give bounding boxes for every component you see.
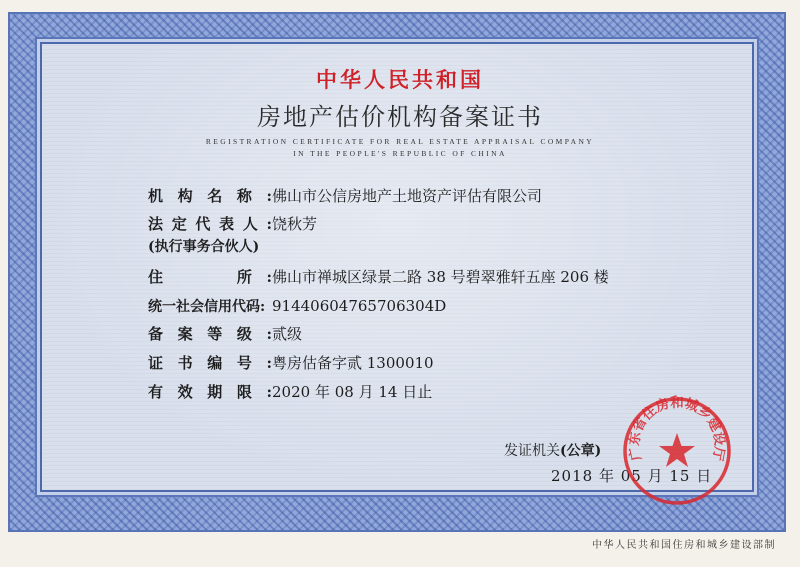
seal-text: 广东省住房和城乡建设厅 <box>626 395 728 462</box>
seal-star-icon <box>659 433 695 467</box>
english-title-line1: REGISTRATION CERTIFICATE FOR REAL ESTATE APPRAISAL COMPANY <box>205 137 595 146</box>
field-value: 2020 年 08 月 14 日止 <box>272 383 433 401</box>
issuer-label: 发证机关 <box>504 443 560 459</box>
field-label: 有效期限: <box>148 383 272 401</box>
field-label: 法定代表人: <box>148 215 272 233</box>
field-validity <box>148 380 432 404</box>
country-title: 中华人民共和国 <box>316 67 484 92</box>
field-value: 佛山市公信房地产土地资产评估有限公司 <box>272 187 543 205</box>
field-value: 饶秋芳 <box>272 215 318 233</box>
field-value: 佛山市禅城区绿景二路 38 号碧翠雅轩五座 206 楼 <box>272 268 609 286</box>
field-value: 91440604765706304D <box>272 297 447 315</box>
issuer-footer: 中华人民共和国住房和城乡建设部制 <box>592 540 776 551</box>
issuing-authority <box>504 440 601 460</box>
field-label: 住 所: <box>148 268 272 286</box>
official-seal <box>621 395 733 507</box>
field-filing-grade <box>148 322 302 346</box>
field-value: 粤房估备字贰 1300010 <box>272 354 434 372</box>
certificate-title: 房地产估价机构备案证书 <box>257 103 543 131</box>
field-label: 机构名称: <box>148 187 272 205</box>
field-certificate-number <box>148 351 434 375</box>
issue-date: 2018 年 05 月 15 日 <box>551 467 713 485</box>
issuer-seal-note: (公章) <box>560 443 602 459</box>
field-label: 证书编号: <box>148 354 272 372</box>
field-sublabel-partner: (执行事务合伙人) <box>148 239 260 255</box>
field-institution-name <box>148 184 542 208</box>
english-title-line2: IN THE PEOPLE'S REPUBLIC OF CHINA <box>293 149 507 158</box>
field-credit-code <box>148 294 446 318</box>
field-legal-representative <box>148 212 317 236</box>
field-label: 统一社会信用代码: <box>148 299 266 315</box>
field-label: 备案等级: <box>148 325 272 343</box>
field-address <box>148 265 609 289</box>
field-value: 贰级 <box>272 325 303 343</box>
